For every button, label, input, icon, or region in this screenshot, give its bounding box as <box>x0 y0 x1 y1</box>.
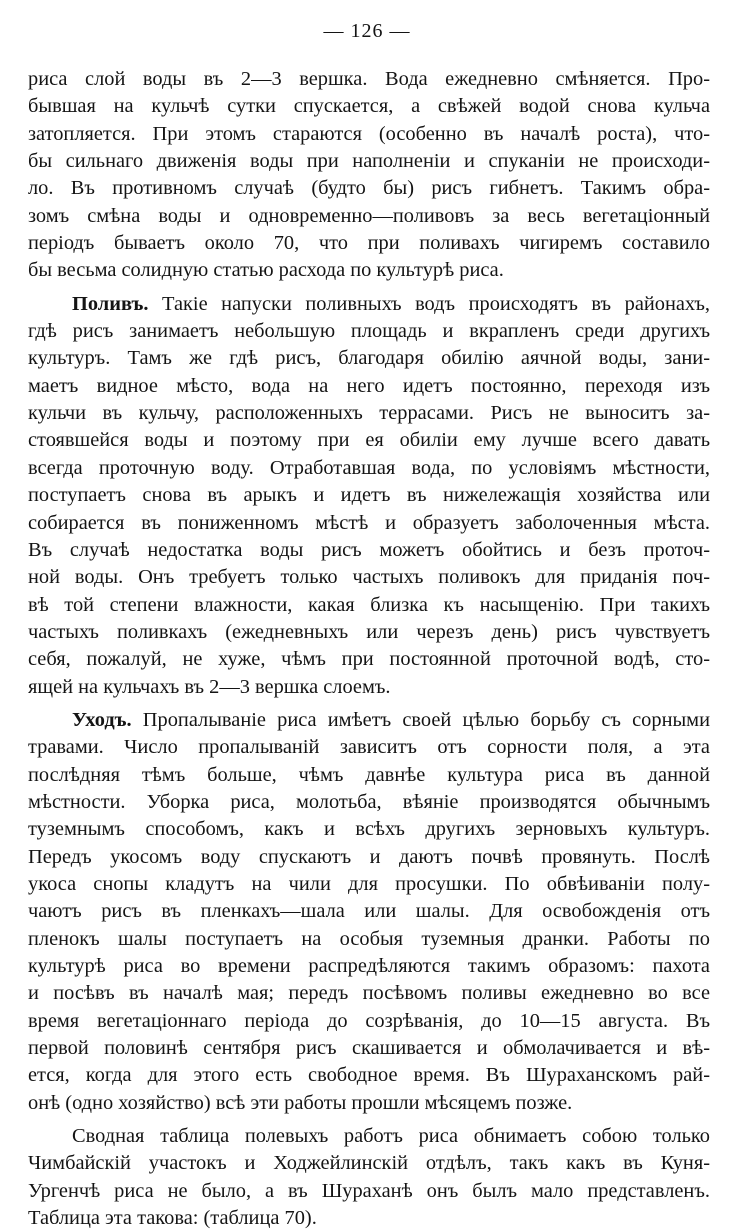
text-line: и посѣвъ въ началѣ мая; передъ посѣвомъ поливы ежедневно во все <box>28 982 710 1005</box>
text-line: стоявшейся воды и поэтому при ея обиліи ему лучше всего давать <box>28 429 710 452</box>
text-line-rest: Такіе напуски поливныхъ водъ происходятъ въ районахъ, <box>148 292 710 315</box>
text-line: поступаетъ снова въ арыкъ и идетъ въ нижележащія хозяйства или <box>28 484 710 507</box>
paragraph-irrigation <box>28 291 710 701</box>
text-line: онѣ (одно хозяйство) всѣ эти работы прошли мѣсяцемъ позже. <box>28 1091 573 1114</box>
text-line: туземнымъ способомъ, какъ и всѣхъ другихъ зерновыхъ культуръ. <box>28 818 710 841</box>
text-line: травами. Число пропалываній зависитъ отъ сорности поля, а эта <box>28 736 710 759</box>
text-line: всегда проточную воду. Отработавшая вода, по условіямъ мѣстности, <box>28 456 710 479</box>
text-line: затопляется. При этомъ стараются (особенно въ началѣ роста), что- <box>28 122 710 145</box>
text-line: укоса снопы кладутъ на чили для просушки. По обвѣиваніи полу- <box>28 872 710 895</box>
text-line: ется, когда для этого есть свободное время. Въ Шураханскомъ рай- <box>28 1064 710 1087</box>
text-line: вѣ той степени влажности, какая близка къ насыщенію. При такихъ <box>28 593 710 616</box>
text-line: ло. Въ противномъ случаѣ (будто бы) рисъ гибнетъ. Такимъ обра- <box>28 177 710 200</box>
text-line: гдѣ рисъ занимаетъ небольшую площадь и вкрапленъ среди другихъ <box>28 320 710 343</box>
text-line: время вегетаціоннаго періода до созрѣванія, до 10—15 августа. Въ <box>28 1009 710 1032</box>
text-line: чаютъ рисъ въ пленкахъ—шала или шалы. Для освобожденія отъ <box>28 900 710 923</box>
paragraph-summary <box>28 1123 710 1232</box>
text-line: Чимбайскій участокъ и Ходжейлинскій отдѣлъ, такъ какъ въ Куня- <box>28 1152 710 1175</box>
text-line: бы весьма солидную статью расхода по культурѣ риса. <box>28 259 504 282</box>
text-line: бывшая на кульчѣ сутки спускается, а свѣжей водой снова кульча <box>28 95 710 118</box>
paragraph-continuation <box>28 66 710 285</box>
text-line: Передъ укосомъ воду спускаютъ и даютъ почвѣ провянуть. Послѣ <box>28 845 710 868</box>
text-line: себя, пожалуй, не хуже, чѣмъ при постоянной проточной водѣ, сто- <box>28 648 710 671</box>
text-line: бы сильнаго движенія воды при наполненіи и спуканіи не происходи- <box>28 150 710 173</box>
text-line: Въ случаѣ недостатка воды рисъ можетъ обойтись и безъ проточ- <box>28 538 710 561</box>
text-line: Ургенчѣ риса не было, а въ Шураханѣ онъ былъ мало представленъ. <box>28 1179 710 1202</box>
text-line: мѣстности. Уборка риса, молотьба, вѣяніе производятся обычнымъ <box>28 790 710 813</box>
text-line: Сводная таблица полевыхъ работъ риса обнимаетъ собою только <box>72 1125 710 1148</box>
text-line: періодъ бываетъ около 70, что при поливахъ чигиремъ составило <box>28 232 710 255</box>
text-line <box>28 707 710 734</box>
text-line: частыхъ поливкахъ (ежедневныхъ или черезъ день) рисъ чувствуетъ <box>28 620 710 643</box>
text-line: ящей на кульчахъ въ 2—3 вершка слоемъ. <box>28 675 391 698</box>
text-line: ной воды. Онъ требуетъ только частыхъ поливокъ для приданія поч- <box>28 566 710 589</box>
text-line: кульчи въ кульчу, расположенныхъ террасами. Рисъ не выноситъ за- <box>28 402 710 425</box>
text-line: пленокъ шалы поступаетъ на особыя туземныя дранки. Работы по <box>28 927 710 950</box>
page-text <box>28 66 710 1232</box>
text-line <box>28 291 710 318</box>
paragraph-heading-irrigation: Поливъ. <box>72 292 149 315</box>
paragraph-care <box>28 707 710 1117</box>
paragraph-heading-care: Уходъ. <box>72 708 132 731</box>
text-line-rest: Пропалываніе риса имѣетъ своей цѣлью борьбу съ сорными <box>131 708 710 731</box>
text-line: Таблица эта такова: (таблица 70). <box>28 1207 317 1230</box>
text-line: риса слой воды въ 2—3 вершка. Вода ежедневно смѣняется. Про- <box>28 68 710 90</box>
page-number: — 126 — <box>323 20 411 42</box>
text-line: зомъ смѣна воды и одновременно—поливовъ за весь вегетаціонный <box>28 204 710 227</box>
text-line: собирается въ пониженномъ мѣстѣ и образуетъ заболоченныя мѣста. <box>28 511 710 534</box>
text-line: культуръ. Тамъ же гдѣ рисъ, благодаря обилію аячной воды, зани- <box>28 347 710 370</box>
text-line: послѣдняя тѣмъ больше, чѣмъ давнѣе культура риса въ данной <box>28 763 710 786</box>
text-line: первой половинѣ сентября рисъ скашивается и обмолачивается и вѣ- <box>28 1037 710 1060</box>
text-line: маетъ видное мѣсто, вода на него идетъ постоянно, переходя изъ <box>28 374 710 397</box>
text-line: культурѣ риса во времени распредѣляются такимъ образомъ: пахота <box>28 955 710 977</box>
